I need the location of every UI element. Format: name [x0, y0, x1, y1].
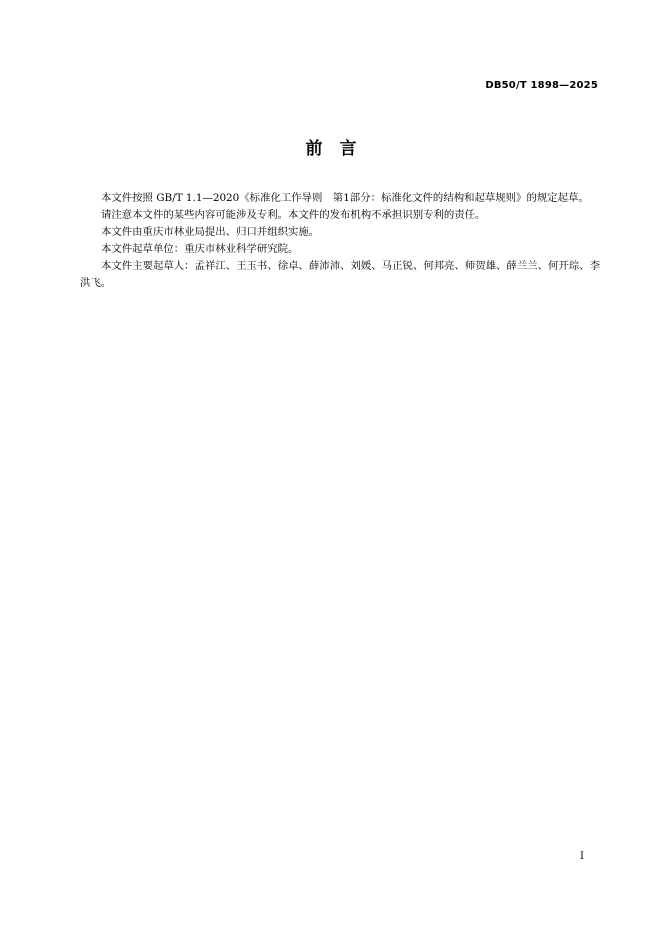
paragraph-proposer: 本文件由重庆市林业局提出、归口并组织实施。	[101, 226, 320, 238]
page-title: 前 言	[305, 139, 357, 159]
paragraph-patent-notice: 请注意本文件的某些内容可能涉及专利。本文件的发布机构不承担识别专利的责任。	[101, 209, 486, 221]
foreword-body	[80, 190, 600, 292]
page-number: I	[580, 851, 584, 862]
paragraph-drafting-rules: 本文件按照 GB/T 1.1—2020《标准化工作导则 第1部分：标准化文件的结构和起草规则》的规定起草。	[101, 192, 589, 204]
document-code: DB50/T 1898—2025	[485, 80, 598, 91]
paragraph-drafting-unit: 本文件起草单位：重庆市林业科学研究院。	[101, 243, 299, 255]
paragraph-drafters: 本文件主要起草人：孟祥江、王玉书、徐卓、薛沛沛、刘媛、马正锐、何邦亮、师贺雄、薛兰兰、何开琮、李洪飞。	[80, 260, 600, 289]
